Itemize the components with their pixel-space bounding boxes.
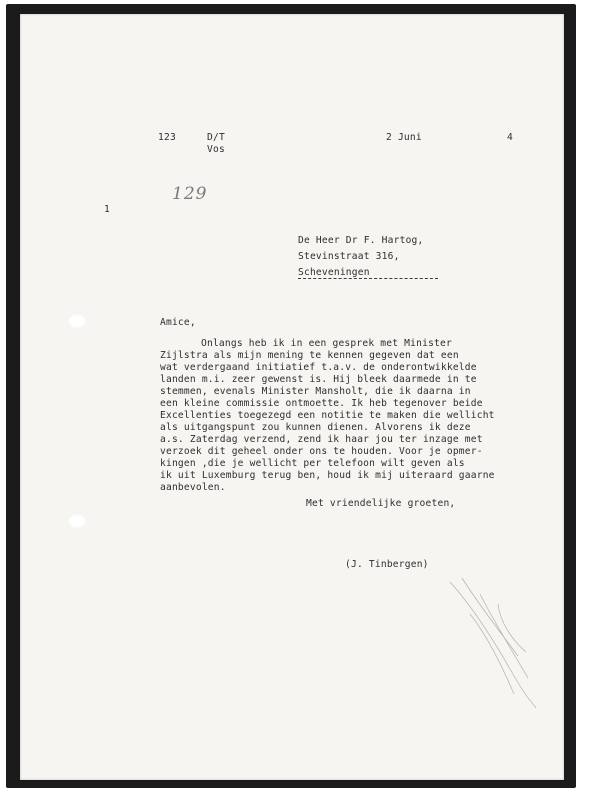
- punch-hole-bottom: [68, 514, 86, 528]
- address-line-1: De Heer Dr F. Hartog,: [298, 235, 424, 246]
- body-line: landen m.i. zeer gewenst is. Hij bleek daarmede in te: [160, 374, 477, 385]
- body-line: Zijlstra als mijn mening te kennen gegeven dat een: [160, 350, 459, 361]
- body-line: ik uit Luxemburg terug ben, houd ik mij uiteraard gaarne: [160, 470, 495, 481]
- address-line-3: Scheveningen: [298, 267, 370, 278]
- body-line: kingen ,die je wellicht per telefoon wilt geven als: [160, 458, 465, 469]
- header-initials: Vos: [207, 144, 225, 155]
- header-number: 123: [158, 132, 176, 143]
- closing: Met vriendelijke groeten,: [306, 498, 456, 509]
- header-date: 2 Juni: [386, 132, 422, 143]
- pencil-scribble: [440, 574, 550, 714]
- punch-hole-top: [68, 314, 86, 328]
- body-line: als uitgangspunt zou kunnen dienen. Alvorens ik deze: [160, 422, 471, 433]
- signature-name: (J. Tinbergen): [345, 559, 429, 570]
- body-line: Excellenties toegezegd een notitie te maken die wellicht: [160, 410, 495, 421]
- header-code: D/T: [207, 132, 225, 143]
- body-line: wat verdergaand initiatief t.a.v. de onderontwikkelde: [160, 362, 477, 373]
- address-line-2: Stevinstraat 316,: [298, 251, 400, 262]
- handwritten-annotation: 129: [172, 184, 208, 204]
- body-line: een kleine commissie ontmoette. Ik heb tegenover beide: [160, 398, 483, 409]
- body-line: a.s. Zaterdag verzend, zend ik haar jou ter inzage met: [160, 434, 483, 445]
- salutation: Amice,: [160, 317, 196, 328]
- body-line: verzoek dit geheel onder ons te houden. Voor je opmer-: [160, 446, 483, 457]
- margin-mark: 1: [104, 204, 110, 215]
- body-line: stemmen, evenals Minister Mansholt, die ik daarna in: [160, 386, 471, 397]
- address-underline: [298, 278, 438, 279]
- header-page: 4: [507, 132, 513, 143]
- body-line: Onlangs heb ik in een gesprek met Minister: [201, 338, 452, 349]
- body-line: aanbevolen.: [160, 482, 226, 493]
- letter-page: [20, 14, 564, 780]
